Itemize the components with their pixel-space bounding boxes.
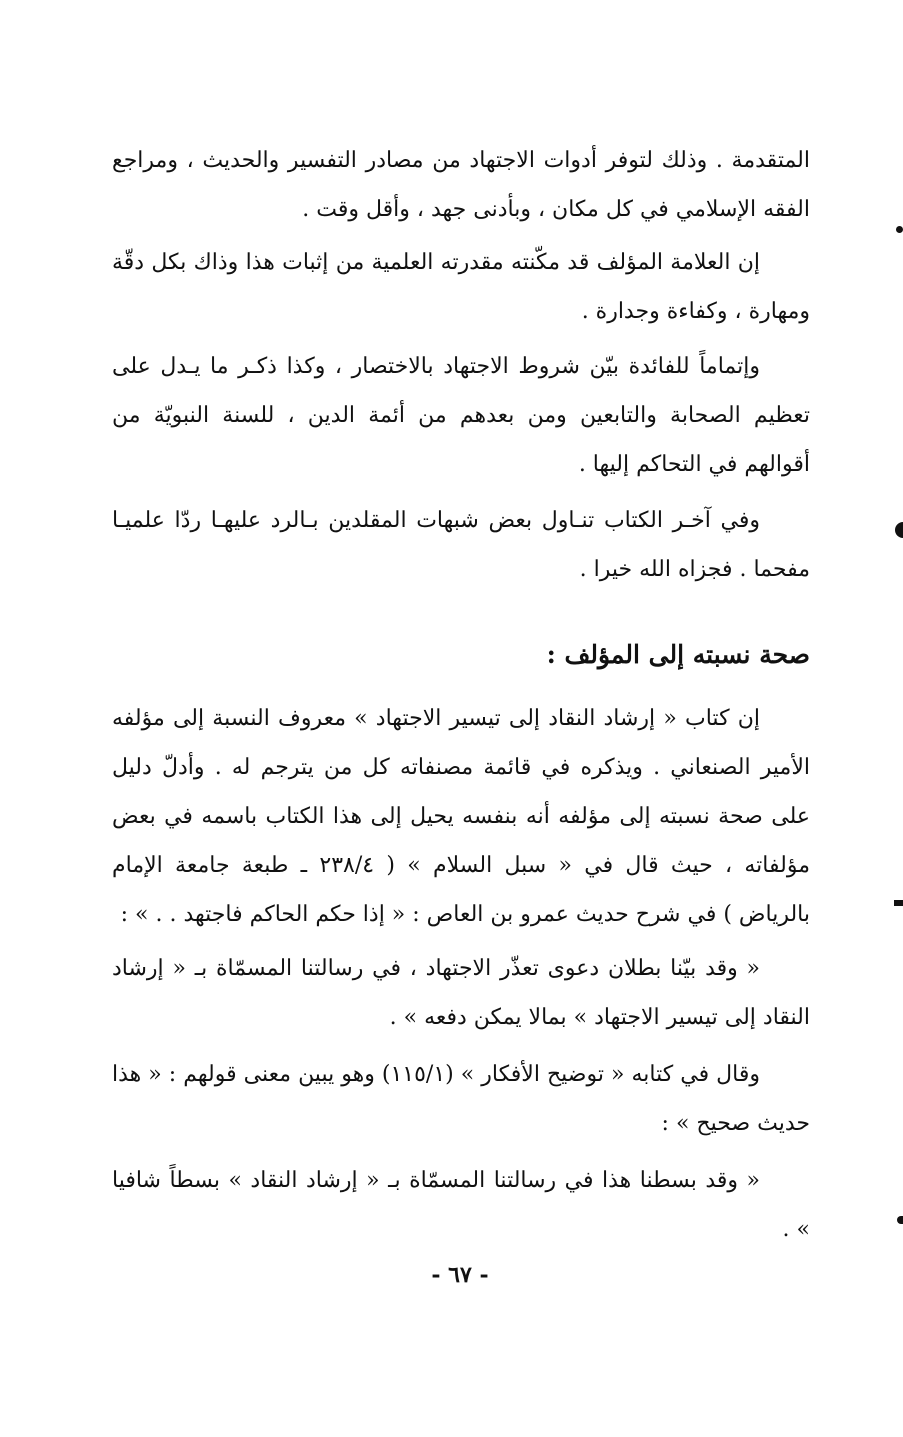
quote-subul-al-salam: « وقد بيّنا بطلان دعوى تعذّر الاجتهاد ، في رسالتنا المسمّاة بـ « إرشاد النقاد إلى تيسير الاجتهاد » بمالا يمكن دفعه » . — [112, 956, 810, 1030]
margin-mark — [895, 522, 903, 538]
paragraph-refutation: وفي آخـر الكتاب تنـاول بعض شبهات المقلدين بـالرد عليهـا ردّا علميـا مفحما . فجزاه الله خيرا . — [112, 508, 810, 582]
paragraph-tawdih-al-afkar: وقال في كتابه « توضيح الأفكار » (١١٥/١) وهو يبين معنى قولهم : « هذا حديث صحيح » : — [112, 1062, 810, 1136]
section-heading: صحة نسبته إلى المؤلف : — [546, 640, 810, 669]
page-number: - ٦٧ - — [431, 1262, 489, 1288]
margin-mark — [896, 226, 903, 233]
paragraph-author-ability: إن العلامة المؤلف قد مكّنته مقدرته العلمية من إثبات هذا وذاك بكل دقّة ومهارة ، وكفاءة وجدارة . — [112, 250, 810, 324]
paragraph-continuation: المتقدمة . وذلك لتوفر أدوات الاجتهاد من مصادر التفسير والحديث ، ومراجع الفقه الإسلامي في كل مكان ، وبأدنى جهد ، وأقل وقت . — [112, 148, 810, 222]
paragraph-attribution: إن كتاب « إرشاد النقاد إلى تيسير الاجتهاد » معروف النسبة إلى مؤلفه الأمير الصنعاني . ويذكره في قائمة مصنفاته كل من يترجم له . وأدلّ دليل على صحة نسبته إلى مؤلفه أنه بنفسه يحيل إلى هذا الكتاب باسمه في بعض مؤلفاته ، حيث قال في « سبل السلام » ( ٢٣٨/٤ ـ طبعة جامعة الإمام بالرياض ) في شرح حديث عمرو بن العاص : « إذا حكم الحاكم فاجتهد . . » : — [112, 706, 810, 927]
margin-mark — [897, 1216, 903, 1224]
margin-mark — [894, 900, 903, 906]
paragraph-ijtihad-conditions: وإتماماً للفائدة بيّن شروط الاجتهاد بالاختصار ، وكذا ذكـر ما يـدل على تعظيم الصحابة والتابعين ومن بعدهم من أئمة الدين ، للسنة النبويّة من أقوالهم في التحاكم إليها . — [112, 354, 810, 477]
quote-irshad-al-nuqqad: « وقد بسطنا هذا في رسالتنا المسمّاة بـ « إرشاد النقاد » بسطاً شافيا » . — [112, 1168, 810, 1242]
